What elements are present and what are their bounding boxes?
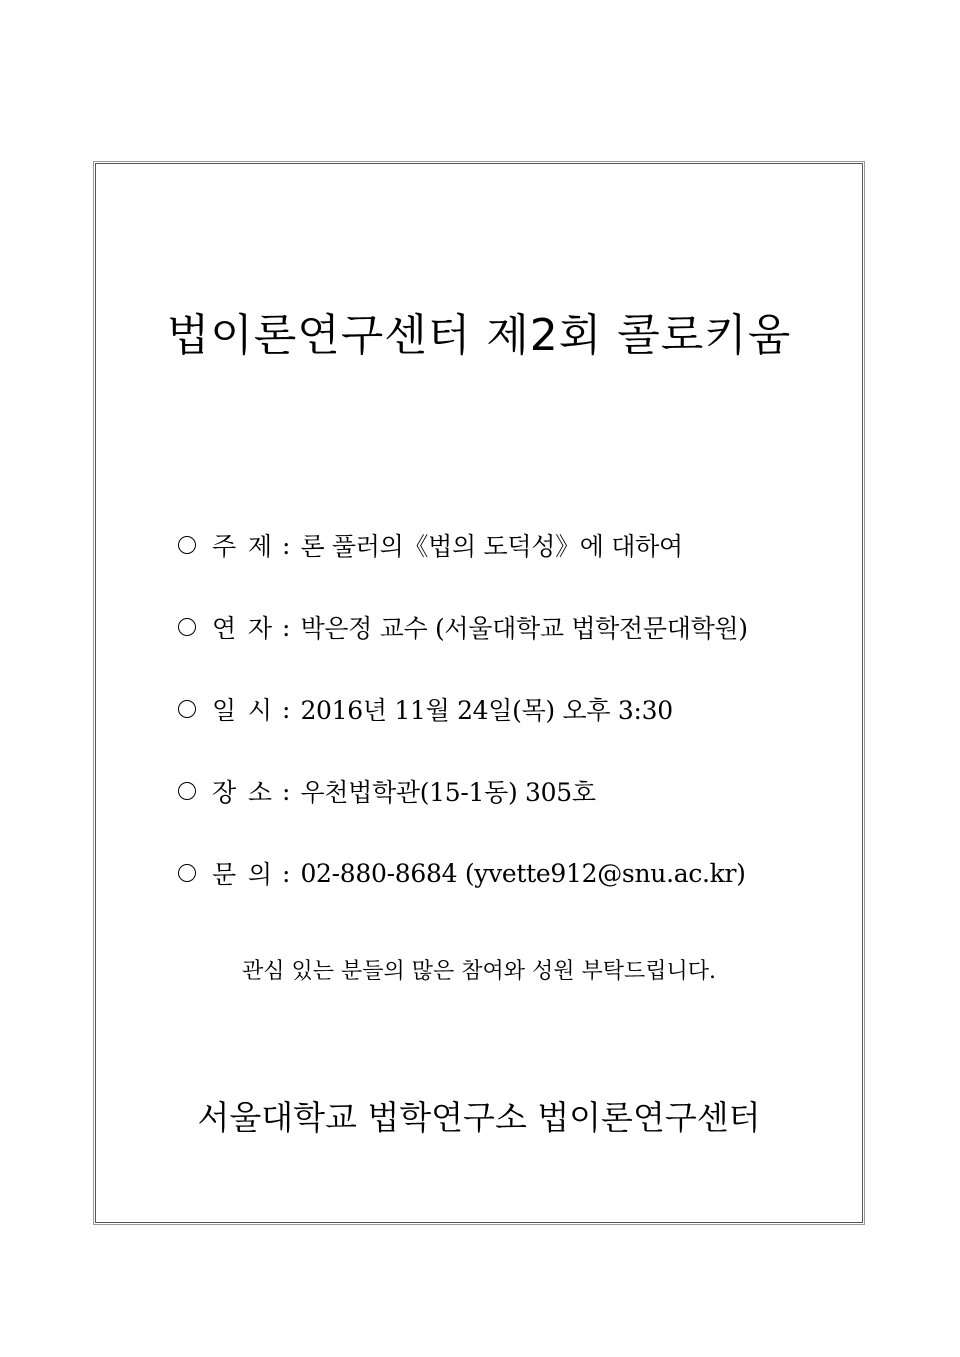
circle-bullet-icon	[178, 782, 196, 800]
info-value: 02-880-8684 (yvette912@snu.ac.kr)	[300, 858, 746, 888]
info-value: 2016년 11월 24일(목) 오후 3:30	[300, 696, 673, 725]
info-list	[178, 504, 748, 914]
circle-bullet-icon	[178, 700, 196, 718]
notice-text: 관심 있는 분들의 많은 참여와 성원 부탁드립니다.	[242, 959, 716, 984]
info-label: 문 의	[212, 860, 272, 889]
info-colon: :	[282, 776, 291, 806]
info-value: 우천법학관(15-1동) 305호	[300, 778, 596, 807]
info-colon: :	[282, 612, 291, 642]
info-value: 박은정 교수 (서울대학교 법학전문대학원)	[300, 614, 748, 643]
info-colon: :	[282, 694, 291, 724]
info-label: 연 자	[212, 614, 272, 643]
info-item-topic	[178, 504, 748, 586]
info-colon: :	[282, 858, 291, 888]
info-colon: :	[282, 530, 291, 560]
info-item-location	[178, 750, 748, 832]
document-frame	[95, 163, 863, 1223]
info-item-speaker	[178, 586, 748, 668]
page-title: 법이론연구센터 제2회 콜로키움	[166, 310, 792, 361]
info-label: 장 소	[212, 778, 272, 807]
info-label: 주 제	[212, 532, 272, 561]
info-label: 일 시	[212, 696, 272, 725]
info-value: 론 풀러의《법의 도덕성》에 대하여	[300, 532, 683, 561]
info-item-contact	[178, 832, 748, 914]
circle-bullet-icon	[178, 536, 196, 554]
info-item-datetime	[178, 668, 748, 750]
circle-bullet-icon	[178, 864, 196, 882]
circle-bullet-icon	[178, 618, 196, 636]
organization-name: 서울대학교 법학연구소 법이론연구센터	[197, 1098, 761, 1137]
